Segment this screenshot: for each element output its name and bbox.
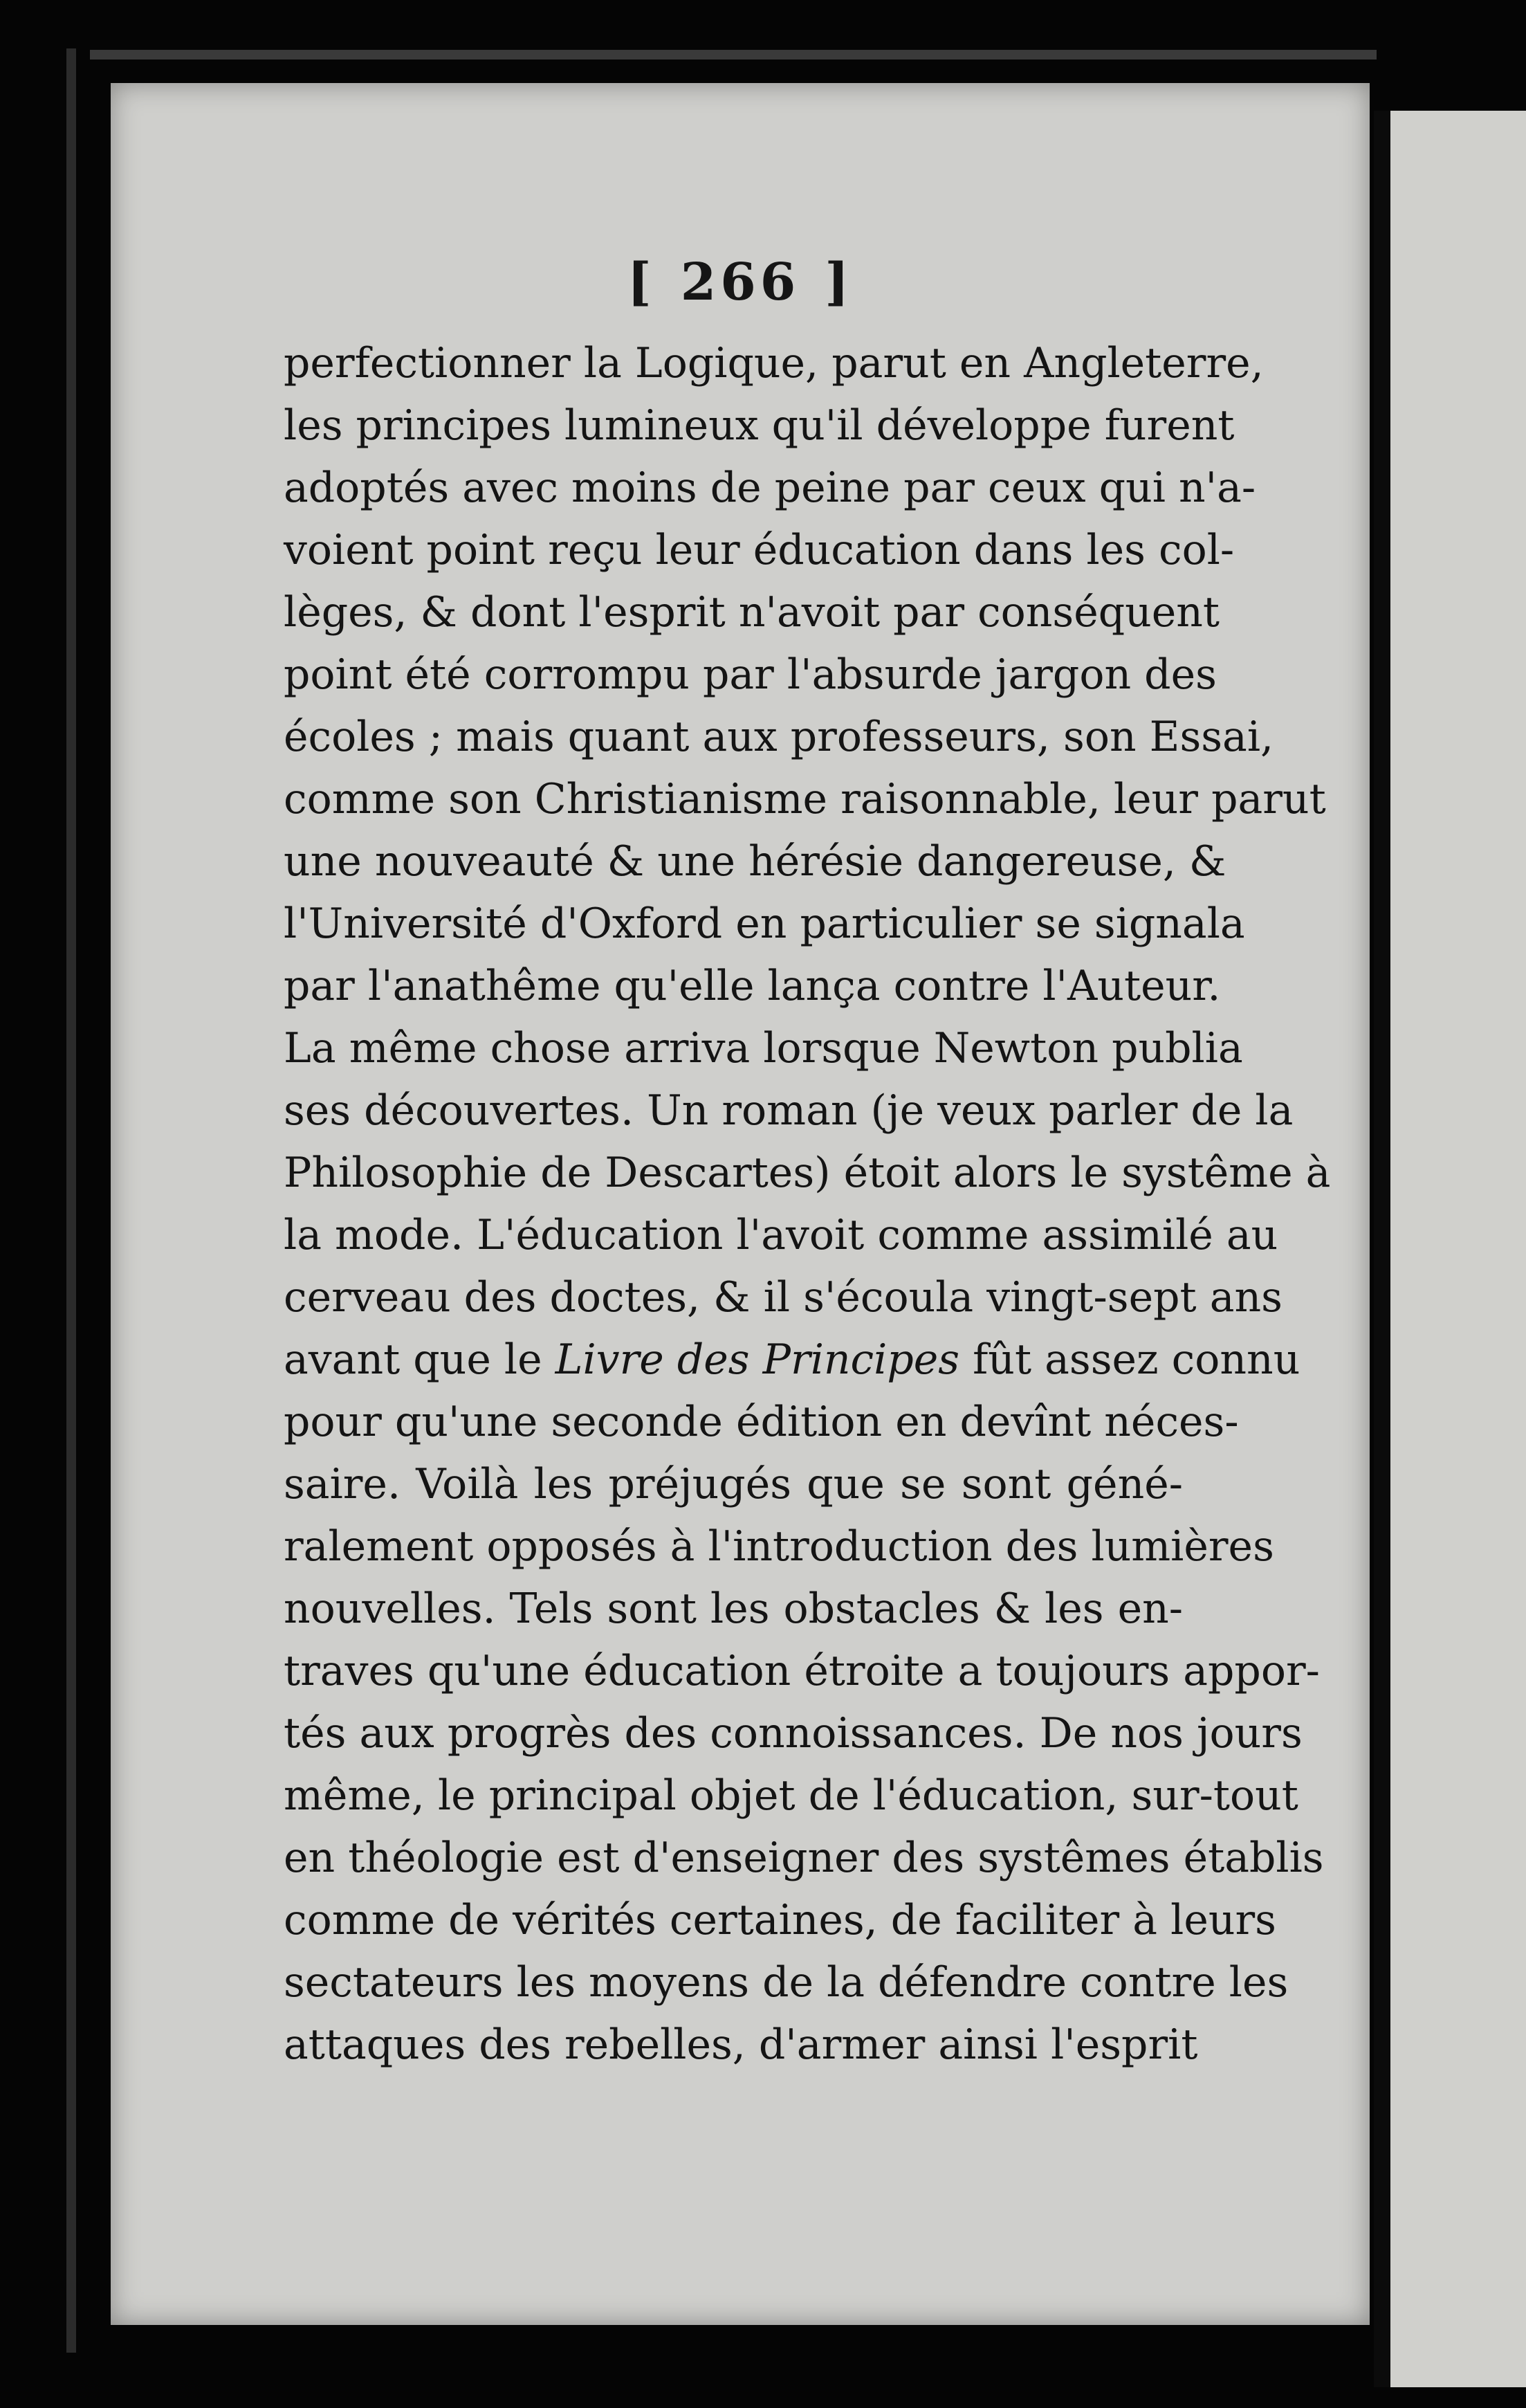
text-line: comme son Christianisme raisonnable, leur parut [284,775,1326,823]
text-line: cerveau des doctes, & il s'écoula vingt-sept ans [284,1273,1283,1322]
text-line: voient point reçu leur éducation dans les col- [284,526,1235,574]
text-segment: avant que le [284,1335,555,1384]
text-line: comme de vérités certaines, de faciliter à leurs [284,1896,1276,1944]
header-open-bracket: [ [627,253,656,312]
text-line [284,1329,1300,1391]
book-title-italic: Livre des Principes [555,1335,960,1384]
text-line: par l'anathême qu'elle lança contre l'Auteur. [284,962,1221,1010]
text-line: pour qu'une seconde édition en devînt néces- [284,1398,1239,1446]
text-segment: fût assez connu [959,1335,1300,1384]
text-line: tés aux progrès des connoissances. De nos jours [284,1709,1303,1758]
text-line: une nouveauté & une hérésie dangereuse, & [284,837,1226,886]
text-line: même, le principal objet de l'éducation, sur-tout [284,1771,1298,1820]
page-header [111,253,1370,312]
text-line: adoptés avec moins de peine par ceux qui n'a- [284,464,1256,512]
book-page [111,83,1370,2325]
text-line: Philosophie de Descartes) étoit alors le systême à [284,1149,1331,1197]
text-line: traves qu'une éducation étroite a toujours appor- [284,1647,1320,1695]
text-line: écoles ; mais quant aux professeurs, son Essai, [284,713,1274,761]
text-line: attaques des rebelles, d'armer ainsi l'esprit [284,2021,1198,2069]
body-text [284,332,1331,2076]
text-line: l'Université d'Oxford en particulier se signala [284,900,1245,948]
page-number: 266 [680,253,800,312]
text-line: la mode. L'éducation l'avoit comme assimilé au [284,1211,1278,1259]
text-line: ses découvertes. Un roman (je veux parler de la [284,1086,1294,1135]
text-line: sectateurs les moyens de la défendre contre les [284,1958,1289,2007]
text-line: ralement opposés à l'introduction des lumières [284,1522,1274,1571]
page-gutter-shadow [1374,111,1392,2387]
header-close-bracket: ] [825,253,854,312]
text-line: perfectionner la Logique, parut en Angleterre, [284,339,1264,387]
text-line: les principes lumineux qu'il développe furent [284,401,1235,450]
text-line: La même chose arriva lorsque Newton publia [284,1024,1243,1073]
text-line: nouvelles. Tels sont les obstacles & les en- [284,1585,1183,1633]
text-line: en théologie est d'enseigner des systêmes établis [284,1834,1324,1882]
adjacent-page [1390,111,1526,2387]
film-top-edge [90,50,1377,60]
text-line: lèges, & dont l'esprit n'avoit par conséquent [284,588,1220,637]
film-left-edge [66,48,76,2353]
text-line: point été corrompu par l'absurde jargon des [284,650,1217,699]
text-line: saire. Voilà les préjugés que se sont géné- [284,1460,1183,1508]
